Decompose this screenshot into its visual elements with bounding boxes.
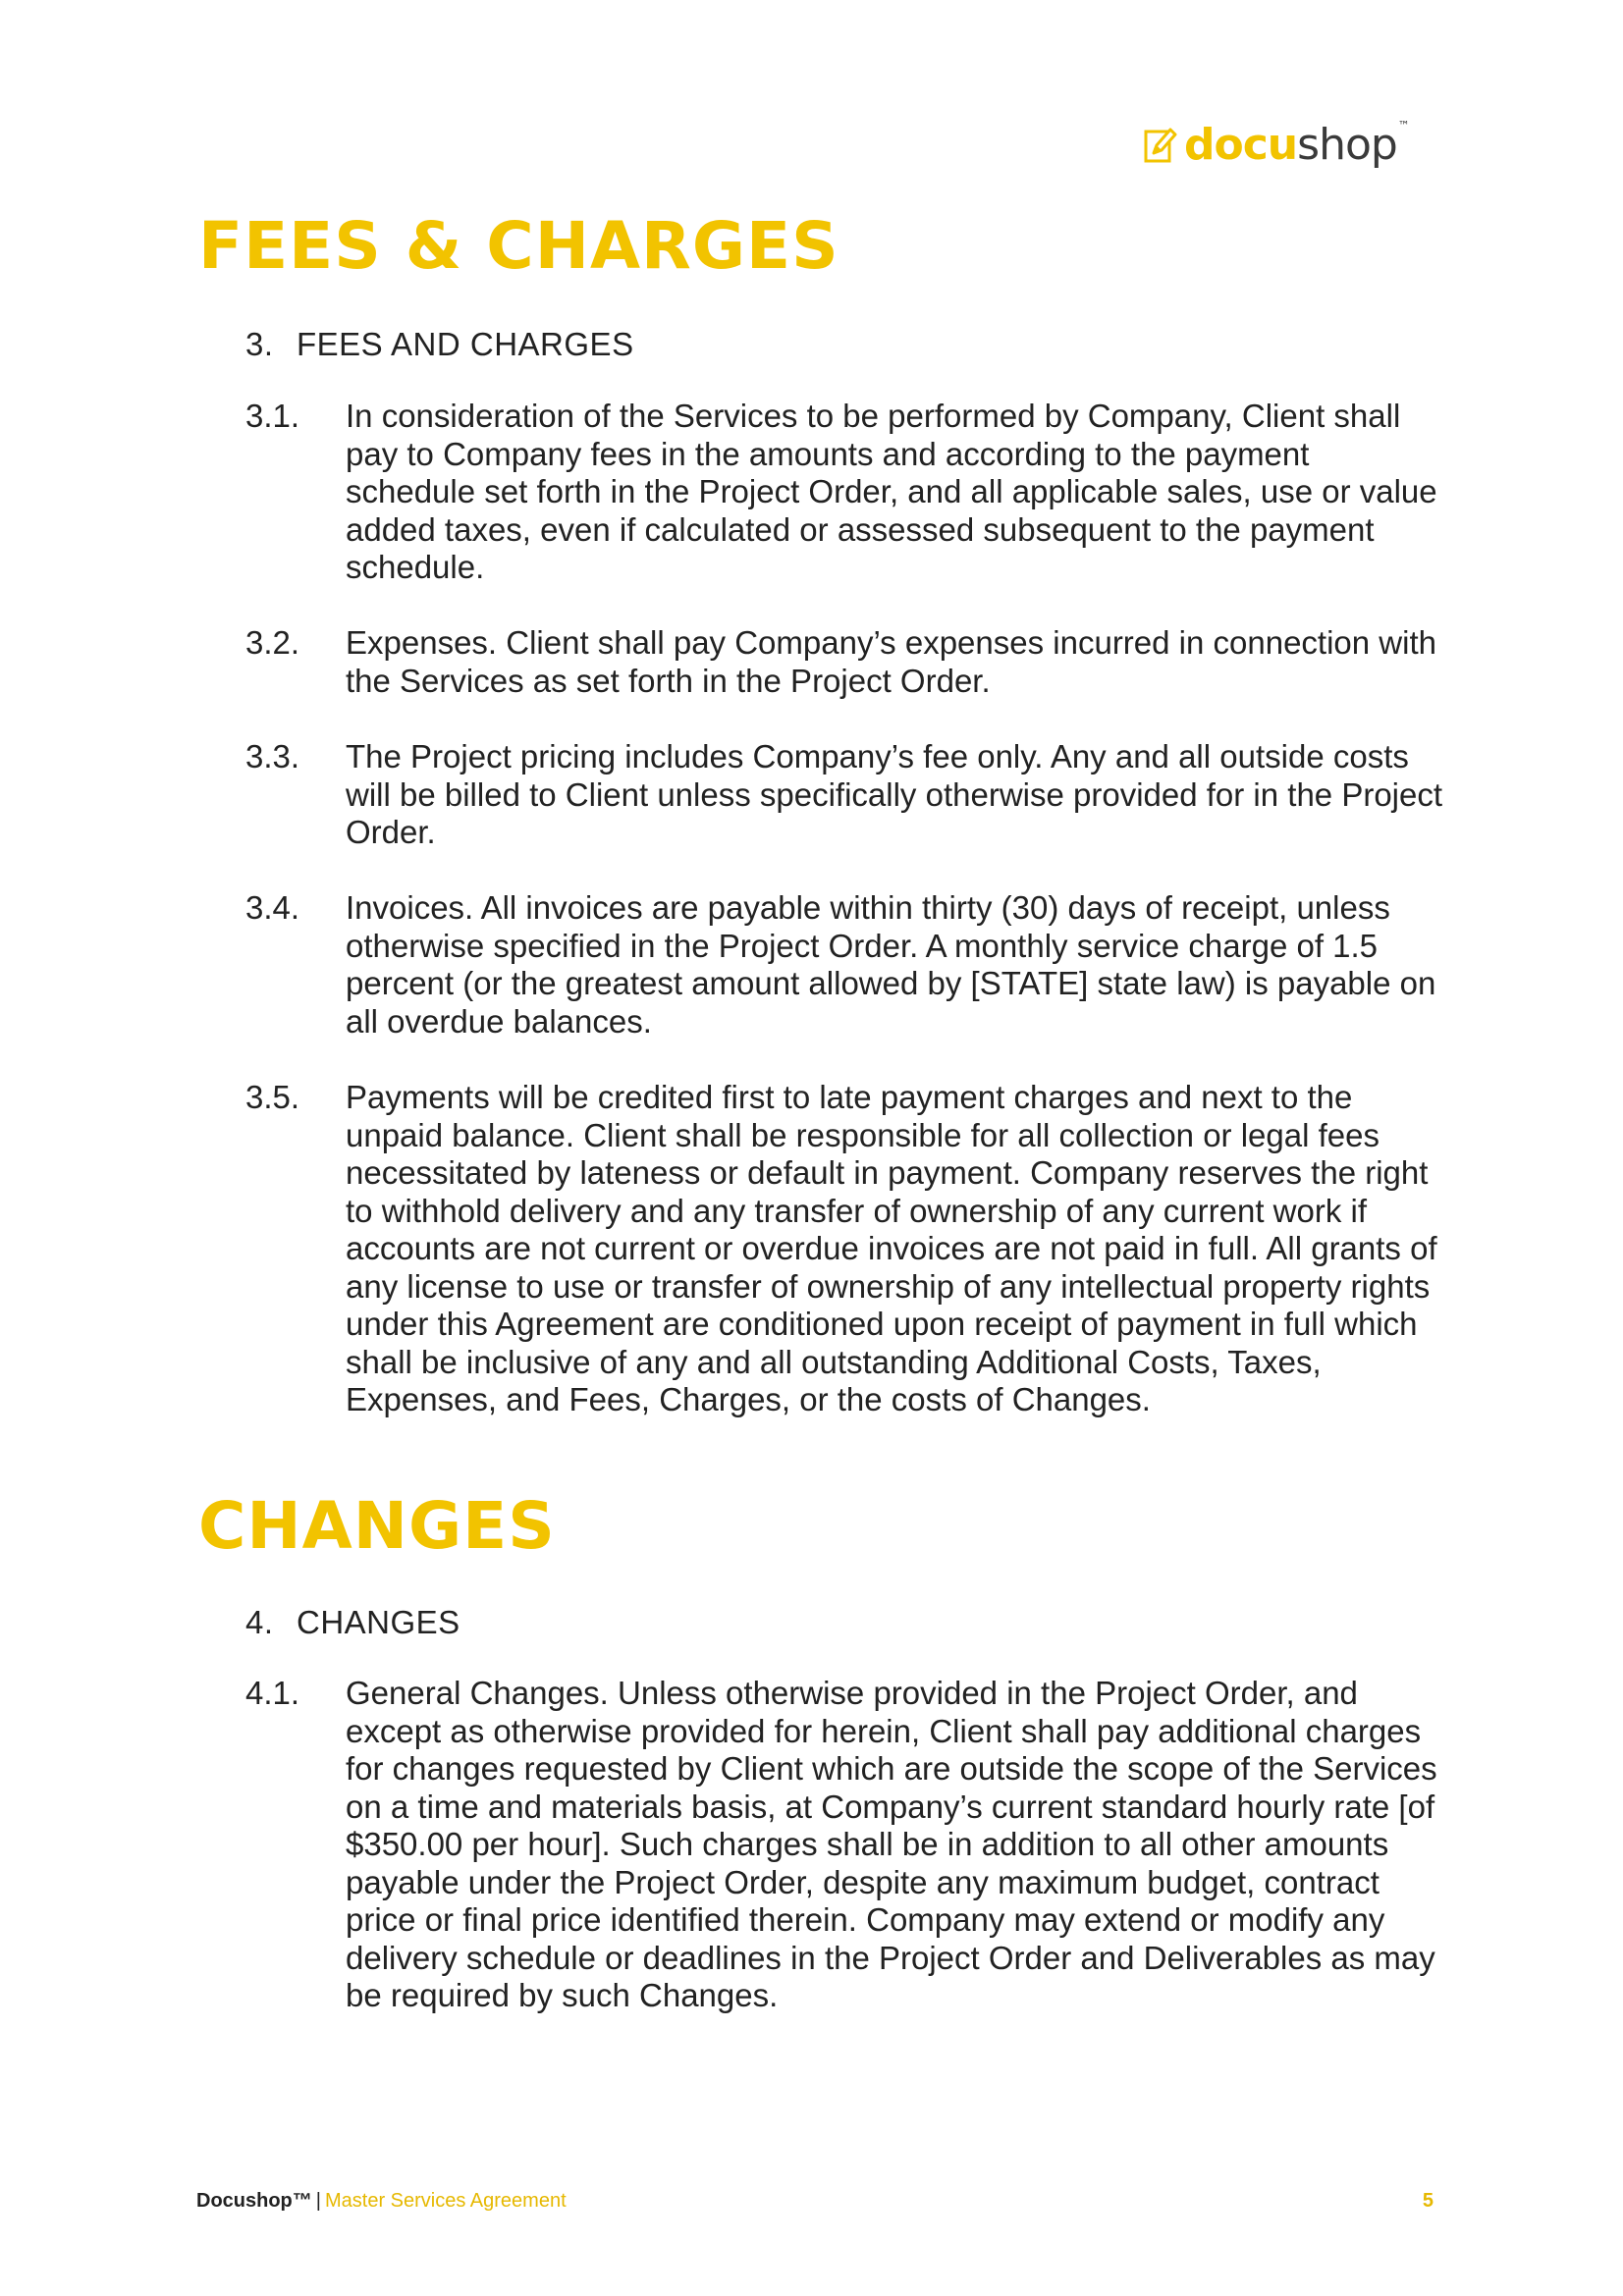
clause-number: 4.1. — [245, 1675, 300, 1711]
clause-3-4 — [245, 889, 1443, 1041]
logo-wordmark — [1184, 119, 1409, 170]
changes-subheading — [245, 1606, 460, 1638]
changes-section-heading: CHANGES — [198, 1488, 556, 1564]
docushop-logo — [1143, 118, 1409, 173]
clause-4-1 — [245, 1675, 1443, 2015]
changes-subheading-title: CHANGES — [297, 1604, 460, 1640]
clause-text: Expenses. Client shall pay Company’s expenses incurred in connection with the Services as set forth in the Project Order. — [346, 624, 1436, 699]
clause-number: 3.5. — [245, 1079, 300, 1115]
clause-3-3 — [245, 738, 1443, 852]
clause-number: 3.3. — [245, 738, 300, 774]
clause-text: In consideration of the Services to be performed by Company, Client shall pay to Company fees in the amounts and according to the payment schedule set forth in the Project Order, and all applicable sales, use or value added taxes, even if calculated or assessed subsequent to the payment schedule. — [346, 398, 1437, 585]
clause-3-2 — [245, 624, 1443, 700]
clause-text: General Changes. Unless otherwise provided in the Project Order, and except as otherwise provided for herein, Client shall pay additional charges for changes requested by Client which are outside the scope of the Services on a time and materials basis, at Company’s current standard hourly rate [of $350.00 per hour]. Such charges shall be in addition to all other amounts payable under the Project Order, despite any maximum budget, contract price or final price identified therein. Company may extend or modify any delivery schedule or deadlines in the Project Order and Deliverables as may be required by such Changes. — [346, 1675, 1437, 2013]
pencil-note-icon — [1143, 126, 1178, 165]
clause-text: Payments will be credited first to late payment charges and next to the unpaid balance. Client shall be responsible for all collection or legal fees necessitated by lateness or default in payment. Company reserves the right to withhold delivery and any transfer of ownership of any current work if accounts are not current or overdue invoices are not paid in full. All grants of any license to use or transfer of ownership of any intellectual property rights under this Agreement are conditioned upon receipt of payment in full which shall be inclusive of any and all outstanding Additional Costs, Taxes, Expenses, and Fees, Charges, or the costs of Changes. — [346, 1079, 1437, 1417]
clause-text: The Project pricing includes Company’s fee only. Any and all outside costs will be billed to Client unless specifically otherwise provided for in the Project Order. — [346, 738, 1443, 850]
footer-brand: Docushop™ — [196, 2190, 312, 2212]
page-footer — [196, 2191, 1434, 2211]
logo-shop: shop — [1297, 120, 1397, 170]
fees-subheading — [245, 328, 634, 360]
footer-document-title: Master Services Agreement — [324, 2190, 567, 2212]
fees-subheading-number: 3. — [245, 326, 274, 362]
logo-trademark: ™ — [1397, 119, 1409, 133]
logo-docu: docu — [1184, 120, 1298, 170]
clause-number: 3.4. — [245, 889, 300, 926]
clause-number: 3.1. — [245, 398, 300, 434]
footer-separator: | — [315, 2190, 321, 2212]
changes-subheading-number: 4. — [245, 1604, 274, 1640]
clause-text: Invoices. All invoices are payable within thirty (30) days of receipt, unless otherwise specified in the Project Order. A monthly service charge of 1.5 percent (or the greatest amount allowed by [STATE] state law) is payable on all overdue balances. — [346, 889, 1436, 1040]
clause-3-5 — [245, 1079, 1443, 1419]
clause-3-1 — [245, 398, 1443, 587]
fees-subheading-title: FEES AND CHARGES — [297, 326, 634, 362]
page-number: 5 — [1422, 2190, 1434, 2212]
clause-number: 3.2. — [245, 624, 300, 661]
fees-section-heading: FEES & CHARGES — [198, 208, 839, 284]
